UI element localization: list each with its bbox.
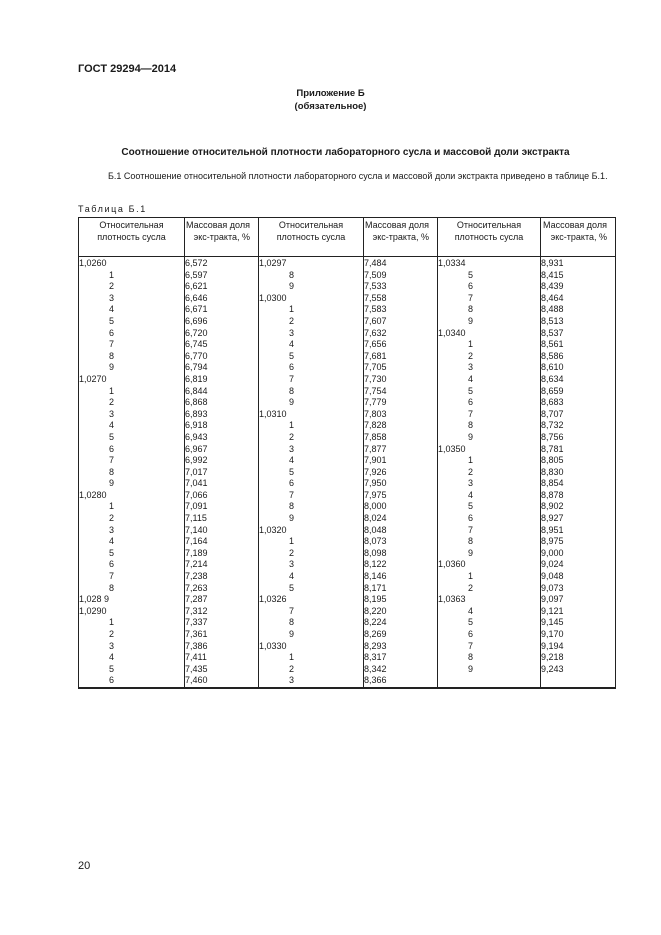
mass-fraction-cell: 8,830 — [541, 467, 616, 479]
density-cell: 8 — [438, 304, 541, 316]
density-cell: 1,0310 — [259, 409, 364, 421]
density-cell: 8 — [438, 652, 541, 664]
mass-fraction-cell: 8,293 — [364, 641, 438, 653]
density-extract-table — [78, 217, 616, 689]
density-cell: 7 — [438, 409, 541, 421]
mass-fraction-cell: 8,366 — [364, 675, 438, 688]
section-title: Соотношение относительной плотности лабораторного сусла и массовой доли экстракта — [121, 147, 570, 158]
appendix-status: (обязательное) — [294, 101, 367, 112]
mass-fraction-cell: 7,435 — [185, 664, 259, 676]
table-row — [79, 339, 616, 351]
density-cell: 5 — [259, 467, 364, 479]
mass-fraction-cell: 7,091 — [185, 501, 259, 513]
intro-paragraph: Б.1 Соотношение относительной плотности лабораторного сусла и массовой доли экстракта приведено в таблице Б.1. — [108, 171, 608, 181]
table-row — [79, 328, 616, 340]
table-row — [79, 351, 616, 363]
density-cell: 9 — [259, 281, 364, 293]
document-code: ГОСТ 29294—2014 — [78, 63, 177, 75]
density-cell: 3 — [438, 362, 541, 374]
density-cell: 5 — [259, 583, 364, 595]
mass-fraction-cell: 7,926 — [364, 467, 438, 479]
mass-fraction-cell: 8,732 — [541, 420, 616, 432]
mass-fraction-cell: 7,189 — [185, 548, 259, 560]
table-row — [79, 571, 616, 583]
density-cell: 5 — [79, 548, 185, 560]
density-cell: 8 — [259, 270, 364, 282]
mass-fraction-cell: 6,918 — [185, 420, 259, 432]
density-cell: 3 — [79, 293, 185, 305]
density-cell: 7 — [438, 525, 541, 537]
density-cell: 2 — [79, 397, 185, 409]
mass-fraction-cell: 6,893 — [185, 409, 259, 421]
mass-fraction-cell: 8,902 — [541, 501, 616, 513]
table-row — [79, 548, 616, 560]
density-cell: 9 — [259, 629, 364, 641]
density-cell: 6 — [259, 362, 364, 374]
mass-fraction-cell: 8,586 — [541, 351, 616, 363]
mass-fraction-cell: 7,730 — [364, 374, 438, 386]
density-cell: 6 — [438, 629, 541, 641]
mass-fraction-cell: 6,745 — [185, 339, 259, 351]
density-cell: 4 — [79, 652, 185, 664]
mass-fraction-cell: 7,460 — [185, 675, 259, 688]
density-cell: 2 — [79, 513, 185, 525]
mass-fraction-cell: 9,194 — [541, 641, 616, 653]
density-cell: 1 — [79, 617, 185, 629]
table-row — [79, 432, 616, 444]
table-row — [79, 641, 616, 653]
density-cell: 9 — [259, 513, 364, 525]
density-cell: 2 — [438, 467, 541, 479]
header-density: Относительная плотность сусла — [438, 218, 541, 257]
header-mass-fraction: Массовая доля экс-тракта, % — [364, 218, 438, 257]
mass-fraction-cell: 8,220 — [364, 606, 438, 618]
density-cell: 3 — [438, 478, 541, 490]
table-row — [79, 606, 616, 618]
density-cell: 8 — [79, 583, 185, 595]
table-row — [79, 617, 616, 629]
density-cell: 4 — [79, 420, 185, 432]
mass-fraction-cell: 8,781 — [541, 444, 616, 456]
table-row — [79, 490, 616, 502]
mass-fraction-cell: 7,484 — [364, 257, 438, 270]
mass-fraction-cell: 7,901 — [364, 455, 438, 467]
density-cell: 1,0330 — [259, 641, 364, 653]
table-row — [79, 467, 616, 479]
mass-fraction-cell: 6,868 — [185, 397, 259, 409]
mass-fraction-cell: 7,214 — [185, 559, 259, 571]
mass-fraction-cell: 8,317 — [364, 652, 438, 664]
table-row — [79, 374, 616, 386]
table-row — [79, 420, 616, 432]
density-cell: 9 — [79, 478, 185, 490]
mass-fraction-cell: 7,754 — [364, 386, 438, 398]
density-cell: 1,0270 — [79, 374, 185, 386]
mass-fraction-cell: 8,975 — [541, 536, 616, 548]
table-row — [79, 594, 616, 606]
mass-fraction-cell: 6,967 — [185, 444, 259, 456]
density-cell: 2 — [438, 583, 541, 595]
density-cell: 9 — [438, 664, 541, 676]
density-cell: 7 — [79, 571, 185, 583]
mass-fraction-cell: 9,121 — [541, 606, 616, 618]
density-cell: 2 — [259, 316, 364, 328]
density-cell: 1,0260 — [79, 257, 185, 270]
density-cell: 4 — [259, 339, 364, 351]
mass-fraction-cell: 7,632 — [364, 328, 438, 340]
mass-fraction-cell: 7,115 — [185, 513, 259, 525]
density-cell: 5 — [79, 664, 185, 676]
density-cell: 6 — [79, 444, 185, 456]
mass-fraction-cell: 7,779 — [364, 397, 438, 409]
density-cell: 5 — [79, 316, 185, 328]
table-row — [79, 257, 616, 270]
table-row — [79, 478, 616, 490]
table-row — [79, 629, 616, 641]
mass-fraction-cell: 8,707 — [541, 409, 616, 421]
mass-fraction-cell: 8,927 — [541, 513, 616, 525]
density-cell: 7 — [259, 374, 364, 386]
mass-fraction-cell: 9,097 — [541, 594, 616, 606]
mass-fraction-cell: 8,659 — [541, 386, 616, 398]
density-cell: 8 — [79, 467, 185, 479]
density-cell — [438, 675, 541, 688]
table-row — [79, 316, 616, 328]
density-cell: 1 — [438, 339, 541, 351]
mass-fraction-cell: 9,170 — [541, 629, 616, 641]
table-row — [79, 455, 616, 467]
density-cell: 6 — [438, 281, 541, 293]
mass-fraction-cell: 7,803 — [364, 409, 438, 421]
table-header-row — [79, 218, 616, 257]
mass-fraction-cell: 8,073 — [364, 536, 438, 548]
density-cell: 2 — [259, 664, 364, 676]
mass-fraction-cell: 8,488 — [541, 304, 616, 316]
mass-fraction-cell: 7,238 — [185, 571, 259, 583]
density-cell: 1,0280 — [79, 490, 185, 502]
density-cell: 9 — [438, 432, 541, 444]
mass-fraction-cell: 8,683 — [541, 397, 616, 409]
mass-fraction-cell: 8,513 — [541, 316, 616, 328]
density-cell: 5 — [259, 351, 364, 363]
density-cell: 6 — [79, 328, 185, 340]
table-row — [79, 664, 616, 676]
mass-fraction-cell: 9,000 — [541, 548, 616, 560]
mass-fraction-cell: 8,195 — [364, 594, 438, 606]
density-cell: 6 — [438, 397, 541, 409]
density-cell: 4 — [79, 304, 185, 316]
table-row — [79, 386, 616, 398]
mass-fraction-cell: 6,621 — [185, 281, 259, 293]
mass-fraction-cell: 7,950 — [364, 478, 438, 490]
table-row — [79, 397, 616, 409]
density-cell: 1 — [438, 571, 541, 583]
density-cell: 9 — [259, 397, 364, 409]
density-cell: 9 — [79, 362, 185, 374]
density-cell: 8 — [438, 536, 541, 548]
mass-fraction-cell: 8,224 — [364, 617, 438, 629]
mass-fraction-cell: 6,992 — [185, 455, 259, 467]
density-cell: 6 — [79, 559, 185, 571]
mass-fraction-cell: 8,756 — [541, 432, 616, 444]
mass-fraction-cell: 6,844 — [185, 386, 259, 398]
density-cell: 1,0297 — [259, 257, 364, 270]
mass-fraction-cell: 9,024 — [541, 559, 616, 571]
table-row — [79, 513, 616, 525]
mass-fraction-cell: 8,098 — [364, 548, 438, 560]
mass-fraction-cell: 8,342 — [364, 664, 438, 676]
mass-fraction-cell: 6,943 — [185, 432, 259, 444]
mass-fraction-cell: 8,122 — [364, 559, 438, 571]
table-row — [79, 409, 616, 421]
density-cell: 5 — [79, 432, 185, 444]
density-cell: 8 — [79, 351, 185, 363]
density-cell: 1 — [259, 420, 364, 432]
density-cell: 3 — [259, 675, 364, 688]
mass-fraction-cell: 7,681 — [364, 351, 438, 363]
density-cell: 2 — [438, 351, 541, 363]
header-density: Относительная плотность сусла — [259, 218, 364, 257]
mass-fraction-cell: 6,720 — [185, 328, 259, 340]
table-row — [79, 583, 616, 595]
density-cell: 7 — [438, 641, 541, 653]
density-cell: 4 — [79, 536, 185, 548]
density-cell: 5 — [438, 386, 541, 398]
density-cell: 4 — [259, 455, 364, 467]
density-cell: 9 — [438, 316, 541, 328]
header-mass-fraction: Массовая доля экс-тракта, % — [185, 218, 259, 257]
table-row — [79, 536, 616, 548]
table-row — [79, 675, 616, 688]
mass-fraction-cell: 8,439 — [541, 281, 616, 293]
density-cell: 3 — [79, 525, 185, 537]
density-cell: 7 — [438, 293, 541, 305]
mass-fraction-cell: 7,140 — [185, 525, 259, 537]
table-row — [79, 525, 616, 537]
mass-fraction-cell: 8,269 — [364, 629, 438, 641]
mass-fraction-cell: 9,048 — [541, 571, 616, 583]
mass-fraction-cell: 7,533 — [364, 281, 438, 293]
table-caption: Таблица Б.1 — [78, 204, 147, 214]
mass-fraction-cell: 8,464 — [541, 293, 616, 305]
mass-fraction-cell: 7,263 — [185, 583, 259, 595]
mass-fraction-cell: 8,931 — [541, 257, 616, 270]
mass-fraction-cell: 7,164 — [185, 536, 259, 548]
density-cell: 1,0320 — [259, 525, 364, 537]
mass-fraction-cell: 7,705 — [364, 362, 438, 374]
density-cell: 4 — [438, 606, 541, 618]
density-cell: 1 — [79, 501, 185, 513]
density-cell: 3 — [259, 559, 364, 571]
density-cell: 8 — [259, 501, 364, 513]
table-row — [79, 304, 616, 316]
density-cell: 5 — [438, 270, 541, 282]
density-cell: 2 — [259, 548, 364, 560]
mass-fraction-cell: 7,041 — [185, 478, 259, 490]
mass-fraction-cell: 7,287 — [185, 594, 259, 606]
mass-fraction-cell: 8,024 — [364, 513, 438, 525]
mass-fraction-cell: 6,597 — [185, 270, 259, 282]
density-cell: 8 — [438, 420, 541, 432]
page-number: 20 — [78, 860, 91, 872]
density-cell: 1,0300 — [259, 293, 364, 305]
mass-fraction-cell: 7,656 — [364, 339, 438, 351]
density-cell: 1,0290 — [79, 606, 185, 618]
mass-fraction-cell: 6,572 — [185, 257, 259, 270]
mass-fraction-cell: 7,509 — [364, 270, 438, 282]
density-cell: 1,028 9 — [79, 594, 185, 606]
mass-fraction-cell: 7,583 — [364, 304, 438, 316]
mass-fraction-cell: 8,146 — [364, 571, 438, 583]
mass-fraction-cell: 8,634 — [541, 374, 616, 386]
mass-fraction-cell: 7,858 — [364, 432, 438, 444]
mass-fraction-cell: 7,411 — [185, 652, 259, 664]
density-cell: 7 — [79, 339, 185, 351]
mass-fraction-cell: 8,537 — [541, 328, 616, 340]
table-row — [79, 281, 616, 293]
mass-fraction-cell — [541, 675, 616, 688]
table-row — [79, 501, 616, 513]
mass-fraction-cell: 8,048 — [364, 525, 438, 537]
table-row — [79, 559, 616, 571]
density-cell: 6 — [438, 513, 541, 525]
mass-fraction-cell: 8,805 — [541, 455, 616, 467]
mass-fraction-cell: 7,337 — [185, 617, 259, 629]
mass-fraction-cell: 8,854 — [541, 478, 616, 490]
mass-fraction-cell: 6,770 — [185, 351, 259, 363]
appendix-title: Приложение Б — [296, 88, 365, 99]
table-body — [79, 257, 616, 688]
table-row — [79, 293, 616, 305]
mass-fraction-cell: 9,145 — [541, 617, 616, 629]
density-cell: 9 — [438, 548, 541, 560]
density-cell: 3 — [259, 444, 364, 456]
mass-fraction-cell: 8,415 — [541, 270, 616, 282]
mass-fraction-cell: 7,975 — [364, 490, 438, 502]
density-cell: 1 — [259, 652, 364, 664]
density-cell: 3 — [79, 409, 185, 421]
density-cell: 2 — [79, 629, 185, 641]
density-cell: 1,0340 — [438, 328, 541, 340]
mass-fraction-cell: 8,171 — [364, 583, 438, 595]
header-mass-fraction: Массовая доля экс-тракта, % — [541, 218, 616, 257]
density-cell: 2 — [79, 281, 185, 293]
density-cell: 7 — [259, 490, 364, 502]
density-cell: 2 — [259, 432, 364, 444]
density-cell: 5 — [438, 501, 541, 513]
density-cell: 8 — [259, 617, 364, 629]
density-cell: 1 — [79, 270, 185, 282]
density-cell: 4 — [438, 374, 541, 386]
density-cell: 3 — [259, 328, 364, 340]
mass-fraction-cell: 6,819 — [185, 374, 259, 386]
mass-fraction-cell: 6,671 — [185, 304, 259, 316]
density-cell: 1 — [259, 304, 364, 316]
density-cell: 6 — [79, 675, 185, 688]
mass-fraction-cell: 7,607 — [364, 316, 438, 328]
mass-fraction-cell: 7,558 — [364, 293, 438, 305]
mass-fraction-cell: 7,828 — [364, 420, 438, 432]
mass-fraction-cell: 9,073 — [541, 583, 616, 595]
table-row — [79, 270, 616, 282]
density-cell: 1,0350 — [438, 444, 541, 456]
density-cell: 4 — [438, 490, 541, 502]
mass-fraction-cell: 7,312 — [185, 606, 259, 618]
table-row — [79, 444, 616, 456]
density-cell: 1,0360 — [438, 559, 541, 571]
density-cell: 8 — [259, 386, 364, 398]
density-cell: 3 — [79, 641, 185, 653]
mass-fraction-cell: 8,000 — [364, 501, 438, 513]
density-cell: 5 — [438, 617, 541, 629]
mass-fraction-cell: 8,561 — [541, 339, 616, 351]
mass-fraction-cell: 8,610 — [541, 362, 616, 374]
mass-fraction-cell: 7,877 — [364, 444, 438, 456]
table-row — [79, 652, 616, 664]
mass-fraction-cell: 8,878 — [541, 490, 616, 502]
mass-fraction-cell: 6,696 — [185, 316, 259, 328]
density-cell: 1,0334 — [438, 257, 541, 270]
header-density: Относительная плотность сусла — [79, 218, 185, 257]
density-cell: 1 — [259, 536, 364, 548]
mass-fraction-cell: 7,066 — [185, 490, 259, 502]
table-row — [79, 362, 616, 374]
density-cell: 4 — [259, 571, 364, 583]
mass-fraction-cell: 7,361 — [185, 629, 259, 641]
appendix-heading — [0, 87, 661, 113]
mass-fraction-cell: 6,646 — [185, 293, 259, 305]
mass-fraction-cell: 8,951 — [541, 525, 616, 537]
mass-fraction-cell: 7,386 — [185, 641, 259, 653]
density-cell: 1,0326 — [259, 594, 364, 606]
density-cell: 7 — [259, 606, 364, 618]
mass-fraction-cell: 6,794 — [185, 362, 259, 374]
density-cell: 1 — [438, 455, 541, 467]
mass-fraction-cell: 9,218 — [541, 652, 616, 664]
density-cell: 1 — [79, 386, 185, 398]
mass-fraction-cell: 9,243 — [541, 664, 616, 676]
density-cell: 6 — [259, 478, 364, 490]
density-cell: 1,0363 — [438, 594, 541, 606]
mass-fraction-cell: 7,017 — [185, 467, 259, 479]
density-cell: 7 — [79, 455, 185, 467]
